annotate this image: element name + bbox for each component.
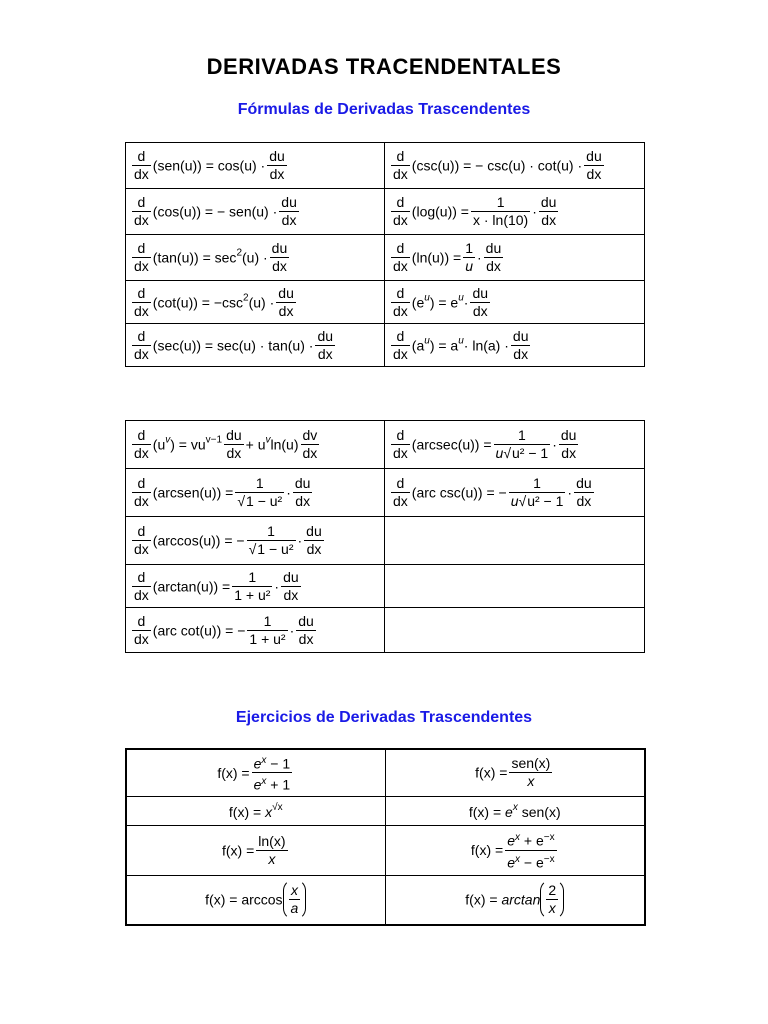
table-row: [126, 749, 645, 796]
empty-cell: [385, 517, 645, 565]
table-row: [126, 421, 645, 469]
formula-arccot: $\frac{d}{dx}$ (arc cot(u)) = − $\frac{1}{\text{1 + u²}}$ · $\frac{du}{dx}$: [126, 608, 385, 653]
formula-ln: $\frac{d}{dx}$ (ln(u)) = $\frac{1}{u}$ · $\frac{du}{dx}$: [385, 235, 645, 281]
formula-sen: $\frac{d}{dx}$ (sen(u)) = cos(u) · $\frac{du}{dx}$: [126, 143, 385, 189]
page-title: DERIVADAS TRACENDENTALES: [206, 54, 562, 79]
exercise-5: f(x) = $\frac{\ln(x)}{x}$: [126, 825, 385, 875]
formula-arccsc: $\frac{d}{dx}$ (arc csc(u)) = − $\frac{1}{\text{u√u² − 1}}$ · $\frac{du}{dx}$: [385, 469, 645, 517]
formula-arcsen: $\frac{d}{dx}$ (arcsen(u)) = $\frac{1}{\text{√1 − u²}}$ · $\frac{du}{dx}$: [126, 469, 385, 517]
formulas-table-1: [125, 142, 645, 367]
exercise-4: $f(x) = e^x$ sen(x): [385, 796, 645, 825]
formula-e-u: $\frac{d}{dx}$ $(e^u) = e^u\cdot$ $\frac{du}{dx}$: [385, 281, 645, 324]
formulas-table-2: [125, 420, 645, 653]
table-row: [126, 324, 645, 367]
formula-tan: $\frac{d}{dx}$ $(\tan(u)) = \sec^2(u)$ · $\frac{du}{dx}$: [126, 235, 385, 281]
empty-cell: [385, 565, 645, 608]
exercise-8: f(x) = arctan $\frac{2}{x}$: [385, 875, 645, 925]
table-row: [126, 235, 645, 281]
formula-csc: $\frac{d}{dx}$ (csc(u)) = − csc(u) · cot(u) · $\frac{du}{dx}$: [385, 143, 645, 189]
table-row: [126, 825, 645, 875]
table-row: [126, 565, 645, 608]
table-row: [126, 608, 645, 653]
formula-arctan: $\frac{d}{dx}$ (arctan(u)) = $\frac{1}{\text{1 + u²}}$ · $\frac{du}{dx}$: [126, 565, 385, 608]
exercises-table: [125, 748, 646, 926]
exercise-6: f(x) = $\frac{e^x + e^{-x}}{e^x - e^{-x}}$: [385, 825, 645, 875]
table-row: [126, 469, 645, 517]
table-row: [126, 875, 645, 925]
exercise-1: f(x) = $\frac{e^x - 1}{e^x + 1}$: [126, 749, 385, 796]
empty-cell: [385, 608, 645, 653]
formula-cos: $\frac{d}{dx}$ (cos(u)) = − sen(u) · $\frac{du}{dx}$: [126, 189, 385, 235]
exercise-2: f(x) = sen(x) x: [385, 749, 645, 796]
formula-sec: $\frac{d}{dx}$ (sec(u)) = sec(u) · tan(u) · $\frac{du}{dx}$: [126, 324, 385, 367]
exercises-subtitle: Ejercicios de Derivadas Trascendentes: [235, 709, 533, 726]
exercise-3: $f(x) = x^{√x}$: [126, 796, 385, 825]
formula-arcsec: $\frac{d}{dx}$ (arcsec(u)) = $\frac{1}{\text{u√u² − 1}}$ · $\frac{du}{dx}$: [385, 421, 645, 469]
formula-a-u: $\frac{d}{dx}$ $(a^u) = a^u\cdot \ln(a)$ · $\frac{du}{dx}$: [385, 324, 645, 367]
table-row: [126, 796, 645, 825]
formula-u-pow-v: $\frac{d}{dx}$ $(u^v) = vu^{v-1}$ $\frac{du}{dx}$ + $u^v\ln(u)$ $\frac{dv}{dx}$: [126, 421, 385, 469]
formulas-subtitle: Fórmulas de Derivadas Trascendentes: [237, 101, 531, 118]
table-row: [126, 189, 645, 235]
formula-cot: $\frac{d}{dx}$ $(\cot(u)) = -\csc^2(u)$ · $\frac{du}{dx}$: [126, 281, 385, 324]
formula-log: $\frac{d}{dx}$ (log(u)) = $\frac{1}{x \cdot \ln(10)}$ · $\frac{du}{dx}$: [385, 189, 645, 235]
exercise-7: f(x) = arccos $\frac{x}{a}$: [126, 875, 385, 925]
table-row: [126, 143, 645, 189]
table-row: [126, 281, 645, 324]
table-row: [126, 517, 645, 565]
formula-arccos: $\frac{d}{dx}$ (arccos(u)) = − $\frac{1}{\text{√1 − u²}}$ · $\frac{du}{dx}$: [126, 517, 385, 565]
